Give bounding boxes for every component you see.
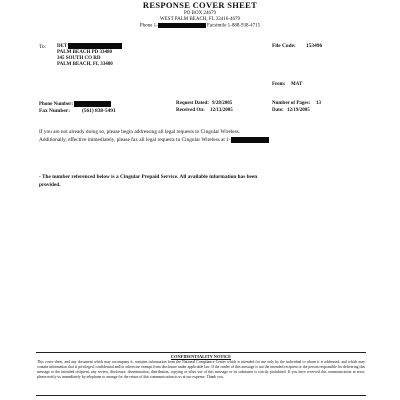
header-phone-prefix: Phone 1-	[139, 23, 158, 29]
request-dated-value: 9/28/2005	[212, 101, 233, 106]
phone-label	[39, 101, 111, 107]
to-name-prefix: DET	[57, 44, 68, 50]
body-paragraph-2-line-1: - The number referenced below is a Cingular Prepaid Service. All available information has been	[39, 174, 258, 180]
number-of-pages-value: 13	[316, 101, 321, 106]
body-paragraph-1-line-2-text: Additionally, effective immediately, please fax all legal requests to Cingular Wireless at 1-	[39, 137, 231, 144]
confidentiality-notice-title: CONFIDENTIALITY NOTICE	[170, 354, 232, 359]
confidentiality-notice	[36, 352, 366, 396]
confidentiality-notice-text: This cover sheet, and any document which may accompany it, contains information from the National Compliance Center which is intended for use only by the individual to whom it is addressed, and which may contain information that is privileged, confidential and/or otherwise exempt from disclosure under applicable law. If the reader of this message is not the intended recipient or the person responsible for delivering this message to the intended recipient, any review, disclosure, dissemination, distribution, copying or other use of this message or its substance is strictly prohibited. If you have received this communication in error, please notify us immediately by telephone to arrange for the return of this communication to us at our expense. Thank you.	[37, 360, 365, 379]
fax-value: (561) 838-5491	[82, 108, 116, 114]
redaction-bar	[68, 43, 122, 49]
to-line3: 345 SOUTH CO RD	[57, 56, 101, 61]
header-facsimile: Facsimile 1-888-938-4715	[206, 23, 261, 29]
redaction-bar	[231, 137, 269, 143]
received-on-label: Received On:	[176, 108, 205, 113]
file-code-value: 153496	[306, 43, 323, 49]
redaction-bar	[158, 23, 206, 28]
po-box: PO BOX 24679	[184, 11, 216, 16]
date-value: 12/19/2005	[287, 108, 310, 113]
number-of-pages-label: Number of Pages:	[272, 101, 311, 106]
header-city: WEST PALM BEACH, FL 33416-4679	[160, 17, 240, 22]
page-title: RESPONSE COVER SHEET	[142, 0, 258, 10]
file-code-label: File Code:	[272, 43, 296, 49]
to-line4: PALM BEACH, FL 33480	[57, 62, 113, 67]
body-paragraph-1-line-1: If you are not already doing so, please begin addressing all legal requests to Cingular Wireless.	[39, 129, 241, 135]
header-phone-fax	[0, 23, 400, 29]
fax-label: Fax Number:	[39, 108, 70, 114]
from-value: MAT	[291, 82, 303, 87]
received-on-value: 12/13/2005	[210, 108, 233, 113]
request-dated-label: Request Dated:	[176, 101, 209, 106]
body-paragraph-2-line-2: provided.	[39, 182, 61, 188]
phone-label-text: Phone Number:	[39, 102, 74, 108]
to-label: To:	[39, 44, 47, 50]
redaction-bar	[74, 101, 111, 107]
to-name	[57, 43, 122, 49]
to-line2: PALM BEACH PD 33480	[57, 50, 113, 55]
body-paragraph-1-line-2	[39, 137, 269, 144]
date-label: Date:	[272, 108, 284, 113]
from-label: From:	[272, 82, 286, 87]
